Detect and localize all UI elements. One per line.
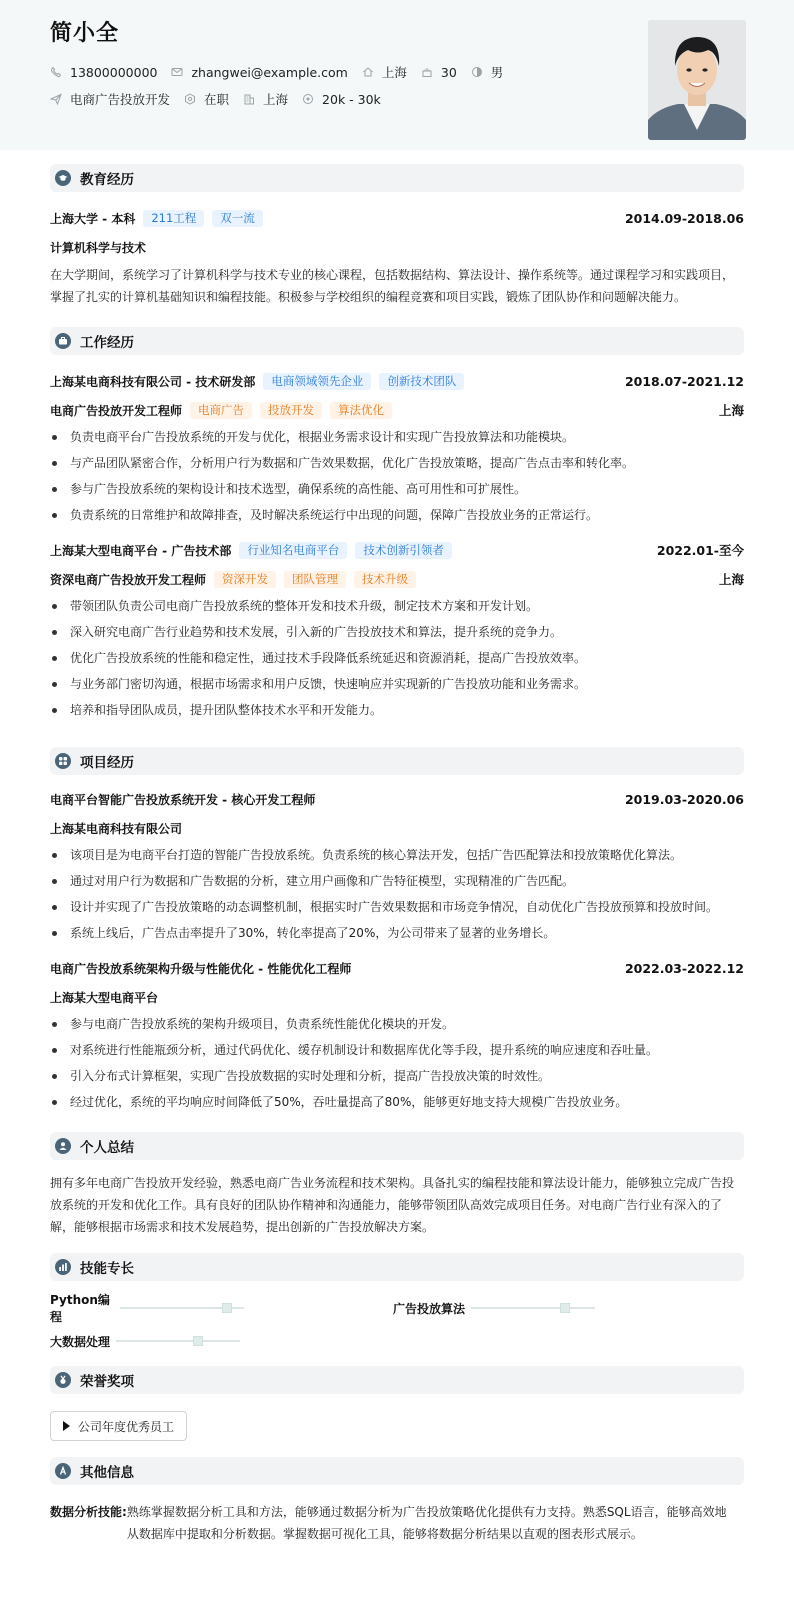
send-icon bbox=[50, 93, 62, 105]
home-icon bbox=[362, 66, 374, 78]
other-section bbox=[0, 1457, 794, 1545]
user-icon bbox=[55, 1138, 71, 1154]
work-entry bbox=[50, 371, 744, 528]
work-entry bbox=[50, 540, 744, 723]
work-bullets bbox=[50, 424, 744, 528]
location-text: 上海 bbox=[381, 65, 407, 80]
list-item: 与业务部门密切沟通，根据市场需求和用户反馈，快速响应并实现新的广告投放功能和业务需求。 bbox=[50, 671, 744, 697]
status-text: 在职 bbox=[204, 92, 230, 107]
skill-level-bar bbox=[116, 1340, 240, 1342]
project-bullets bbox=[50, 842, 744, 946]
project-company: 上海某电商科技有限公司 bbox=[50, 821, 183, 836]
awards-header bbox=[50, 1366, 744, 1394]
education-description-line: 掌握了扎实的计算机基础知识和编程技能。积极参与学校组织的编程竞赛和项目实践，锻炼了团队协作和问题解决能力。 bbox=[50, 290, 687, 304]
list-item: 引入分布式计算框架，实现广告投放数据的实时处理和分析，提高广告投放决策的时效性。 bbox=[50, 1063, 744, 1089]
gender-text: 男 bbox=[490, 65, 504, 80]
awards-title: 荣誉奖项 bbox=[80, 1374, 134, 1390]
summary-line: 解，能够根据市场需求和技术发展趋势，提出创新的广告投放解决方案。 bbox=[50, 1220, 435, 1234]
medal-icon bbox=[55, 1372, 71, 1388]
project-company: 上海某大型电商平台 bbox=[50, 990, 159, 1005]
phone-info bbox=[50, 65, 157, 80]
skill-level-marker bbox=[222, 1303, 232, 1313]
email-info bbox=[171, 65, 347, 80]
city-info bbox=[243, 90, 288, 108]
work-date: 2018.07-2021.12 bbox=[624, 373, 744, 389]
age-info bbox=[421, 65, 457, 80]
skills-header bbox=[50, 1253, 744, 1281]
list-item: 对系统进行性能瓶颈分析，通过代码优化、缓存机制设计和数据库优化等手段，提升系统的响应速度和吞吐量。 bbox=[50, 1037, 744, 1063]
skill-level-bar bbox=[471, 1307, 595, 1309]
projects-section bbox=[0, 747, 794, 1115]
gender-info bbox=[471, 63, 504, 81]
summary-text bbox=[50, 1172, 744, 1238]
job-tag: 电商广告 bbox=[190, 402, 252, 419]
job-tag: 资深开发 bbox=[214, 571, 276, 588]
list-item: 负责系统的日常维护和故障排查，及时解决系统运行中出现的问题，保障广告投放业务的正常运行。 bbox=[50, 502, 744, 528]
salary-info bbox=[302, 92, 381, 107]
skill-name: 广告投放算法 bbox=[393, 1301, 466, 1316]
skill-item bbox=[393, 1298, 736, 1318]
education-description-line: 在大学期间，系统学习了计算机科学与技术专业的核心课程，包括数据结构、算法设计、操作系统等。通过课程学习和实践项目， bbox=[50, 268, 735, 282]
email-address: zhangwei@example.com bbox=[191, 64, 348, 80]
summary-line: 拥有多年电商广告投放开发经验，熟悉电商广告业务流程和技术架构。具备扎实的编程技能和算法设计能力，能够独立完成广告投 bbox=[50, 1176, 735, 1190]
list-item: 通过对用户行为数据和广告数据的分析，建立用户画像和广告特征模型，实现精准的广告匹配。 bbox=[50, 868, 744, 894]
company-tag: 行业知名电商平台 bbox=[239, 542, 347, 559]
education-header bbox=[50, 164, 744, 192]
project-entry bbox=[50, 958, 744, 1115]
job-intent-row bbox=[50, 89, 744, 109]
education-entry-header bbox=[50, 208, 744, 228]
other-info-line: 从数据库中提取和分析数据。掌握数据可视化工具，能够将数据分析结果以直观的图表形式展示。 bbox=[126, 1527, 643, 1541]
other-info-text bbox=[127, 1501, 727, 1545]
mail-icon bbox=[171, 66, 183, 78]
candidate-name: 简小全 bbox=[50, 21, 120, 46]
translate-icon bbox=[55, 1463, 71, 1479]
job-tag: 团队管理 bbox=[284, 571, 346, 588]
other-header bbox=[50, 1457, 744, 1485]
other-title: 其他信息 bbox=[80, 1465, 134, 1481]
project-date: 2022.03-2022.12 bbox=[624, 960, 744, 976]
company-tag: 创新技术团队 bbox=[379, 373, 464, 390]
list-item: 培养和指导团队成员，提升团队整体技术水平和开发能力。 bbox=[50, 697, 744, 723]
summary-title: 个人总结 bbox=[80, 1140, 134, 1156]
project-entry bbox=[50, 789, 744, 946]
skill-level-marker bbox=[560, 1303, 570, 1313]
list-item: 该项目是为电商平台打造的智能广告投放系统。负责系统的核心算法开发，包括广告匹配算法和投放策略优化算法。 bbox=[50, 842, 744, 868]
skill-level-bar bbox=[120, 1307, 244, 1309]
company-tag: 电商领域领先企业 bbox=[263, 373, 371, 390]
skill-item bbox=[50, 1331, 393, 1351]
company-name: 上海某电商科技有限公司 - 技术研发部 bbox=[50, 374, 256, 389]
skills-section bbox=[0, 1253, 794, 1364]
work-bullets bbox=[50, 593, 744, 723]
education-description bbox=[50, 264, 744, 308]
job-title: 资深电商广告投放开发工程师 bbox=[50, 572, 207, 587]
grid-icon bbox=[55, 753, 71, 769]
work-date: 2022.01-至今 bbox=[656, 543, 744, 558]
salary-icon bbox=[302, 93, 314, 105]
position-text: 电商广告投放开发 bbox=[70, 92, 171, 107]
school-name: 上海大学 - 本科 bbox=[50, 211, 136, 226]
building-icon bbox=[243, 93, 255, 105]
school-tag: 211工程 bbox=[143, 210, 204, 227]
position-info bbox=[50, 90, 170, 108]
company-tag: 技术创新引领者 bbox=[355, 542, 452, 559]
job-tag: 技术升级 bbox=[354, 571, 416, 588]
age-text: 30 bbox=[440, 64, 457, 80]
job-city: 上海 bbox=[718, 403, 744, 418]
awards-section bbox=[0, 1366, 794, 1441]
salary-text: 20k - 30k bbox=[322, 91, 381, 107]
summary-section bbox=[0, 1132, 794, 1238]
skill-name: Python编程 bbox=[50, 1293, 110, 1324]
award-item bbox=[50, 1411, 187, 1441]
job-title: 电商广告投放开发工程师 bbox=[50, 403, 183, 418]
projects-header bbox=[50, 747, 744, 775]
status-info bbox=[184, 90, 229, 108]
work-title: 工作经历 bbox=[80, 335, 134, 351]
job-tag: 投放开发 bbox=[260, 402, 322, 419]
work-header bbox=[50, 327, 744, 355]
profile-photo bbox=[648, 20, 746, 140]
graduation-cap-icon bbox=[55, 170, 71, 186]
award-name: 公司年度优秀员工 bbox=[78, 1419, 175, 1434]
school-tag: 双一流 bbox=[212, 210, 263, 227]
play-icon bbox=[63, 1421, 70, 1431]
list-item: 深入研究电商广告行业趋势和技术发展，引入新的广告投放技术和算法，提升系统的竞争力。 bbox=[50, 619, 744, 645]
skills-list bbox=[50, 1293, 744, 1364]
education-date: 2014.09-2018.06 bbox=[624, 210, 744, 226]
other-info-line: 熟练掌握数据分析工具和方法，能够通过数据分析为广告投放策略优化提供有力支持。熟悉SQL语言，能够高效地 bbox=[126, 1505, 727, 1519]
project-bullets bbox=[50, 1011, 744, 1115]
status-icon bbox=[184, 93, 196, 105]
skill-level-marker bbox=[193, 1336, 203, 1346]
phone-icon bbox=[50, 66, 62, 78]
summary-header bbox=[50, 1132, 744, 1160]
list-item: 优化广告投放系统的性能和稳定性，通过技术手段降低系统延迟和资源消耗，提高广告投放效率。 bbox=[50, 645, 744, 671]
other-info-row bbox=[50, 1501, 744, 1545]
contact-row bbox=[50, 62, 744, 82]
education-section bbox=[0, 164, 794, 308]
city-text: 上海 bbox=[263, 92, 289, 107]
projects-title: 项目经历 bbox=[80, 755, 134, 771]
gender-icon bbox=[471, 66, 483, 78]
project-name: 电商广告投放系统架构升级与性能优化 - 性能优化工程师 bbox=[50, 961, 352, 976]
briefcase-icon bbox=[55, 333, 71, 349]
major-name: 计算机科学与技术 bbox=[50, 240, 147, 255]
project-date: 2019.03-2020.06 bbox=[624, 791, 744, 807]
list-item: 与产品团队紧密合作，分析用户行为数据和广告效果数据，优化广告投放策略，提高广告点击率和转化率。 bbox=[50, 450, 744, 476]
skill-name: 大数据处理 bbox=[50, 1334, 111, 1349]
education-title: 教育经历 bbox=[80, 172, 134, 188]
list-item: 负责电商平台广告投放系统的开发与优化，根据业务需求设计和实现广告投放算法和功能模块。 bbox=[50, 424, 744, 450]
list-item: 系统上线后，广告点击率提升了30%，转化率提高了20%，为公司带来了显著的业务增长。 bbox=[50, 920, 744, 946]
job-tag: 算法优化 bbox=[330, 402, 392, 419]
work-section bbox=[0, 327, 794, 723]
list-item: 经过优化，系统的平均响应时间降低了50%，吞吐量提高了80%，能够更好地支持大规模广告投放业务。 bbox=[50, 1089, 744, 1115]
resume-header bbox=[0, 0, 794, 150]
list-item: 设计并实现了广告投放策略的动态调整机制，根据实时广告效果数据和市场竞争情况，自动优化广告投放预算和投放时间。 bbox=[50, 894, 744, 920]
company-name: 上海某大型电商平台 - 广告技术部 bbox=[50, 543, 232, 558]
location-info bbox=[362, 63, 407, 81]
bar-chart-icon bbox=[55, 1259, 71, 1275]
project-name: 电商平台智能广告投放系统开发 - 核心开发工程师 bbox=[50, 792, 316, 807]
job-city: 上海 bbox=[718, 572, 744, 587]
other-info-label: 数据分析技能: bbox=[50, 1505, 127, 1519]
skills-title: 技能专长 bbox=[80, 1261, 134, 1277]
skill-item bbox=[50, 1293, 393, 1324]
summary-line: 放系统的开发和优化工作。具有良好的团队协作精神和沟通能力，能够带领团队高效完成项目任务。对电商广告行业有深入的了 bbox=[50, 1198, 723, 1212]
list-item: 带领团队负责公司电商广告投放系统的整体开发和技术升级，制定技术方案和开发计划。 bbox=[50, 593, 744, 619]
list-item: 参与广告投放系统的架构设计和技术选型，确保系统的高性能、高可用性和可扩展性。 bbox=[50, 476, 744, 502]
age-icon bbox=[421, 66, 433, 78]
list-item: 参与电商广告投放系统的架构升级项目，负责系统性能优化模块的开发。 bbox=[50, 1011, 744, 1037]
phone-number: 13800000000 bbox=[70, 64, 158, 80]
